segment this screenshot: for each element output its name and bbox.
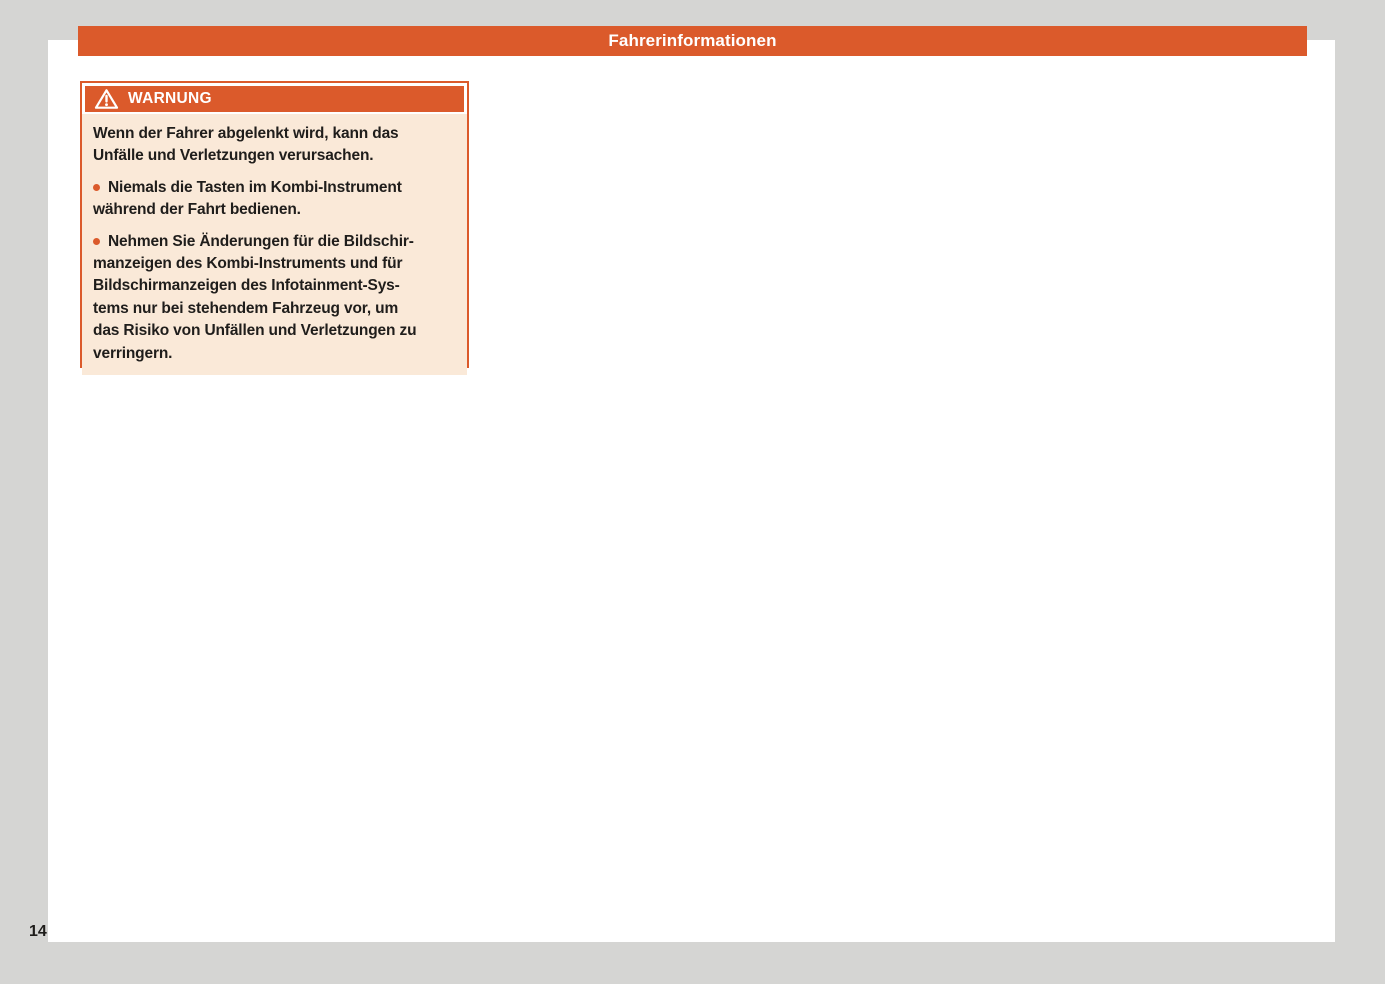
warning-triangle-icon <box>94 88 119 110</box>
warning-text-line <box>93 231 457 253</box>
warning-text-line: während der Fahrt bedienen. <box>93 201 301 219</box>
warning-paragraph-intro <box>93 123 457 168</box>
warning-header <box>85 86 464 112</box>
bullet-icon <box>93 238 100 245</box>
warning-text: Nehmen Sie Änderungen für die Bildschir- <box>108 232 414 250</box>
warning-title: WARNUNG <box>128 90 212 107</box>
warning-text-line: manzeigen des Kombi-Instruments und für <box>93 255 403 273</box>
warning-text-line: das Risiko von Unfällen und Verletzungen zu <box>93 322 417 340</box>
warning-text-line <box>93 177 457 199</box>
bullet-icon <box>93 184 100 191</box>
warning-text-line: Bildschirmanzeigen des Infotainment-Sys- <box>93 277 400 295</box>
warning-text: Niemals die Tasten im Kombi-Instrument <box>108 178 402 196</box>
warning-text-line: Wenn der Fahrer abgelenkt wird, kann das <box>93 125 399 142</box>
warning-text-line: Unfälle und Verletzungen verursachen. <box>93 147 374 165</box>
warning-paragraph-bullet-1 <box>93 177 457 222</box>
warning-text-line: tems nur bei stehendem Fahrzeug vor, um <box>93 299 399 317</box>
chapter-title: Fahrerinformationen <box>608 31 777 50</box>
warning-box <box>80 81 469 368</box>
warning-body <box>82 114 467 375</box>
page-number: 14 <box>29 923 47 940</box>
chapter-header-bar <box>78 26 1307 56</box>
warning-text-line: verringern. <box>93 344 173 362</box>
warning-paragraph-bullet-2 <box>93 231 457 365</box>
